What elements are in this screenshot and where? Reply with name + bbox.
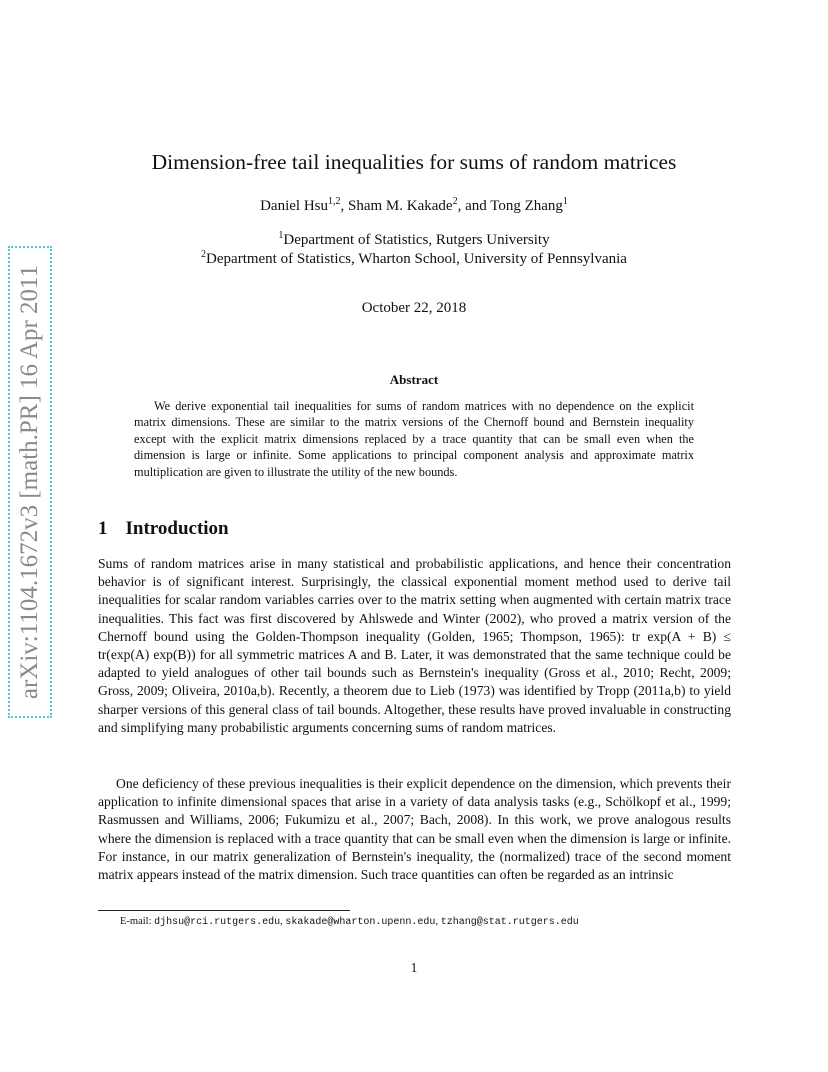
author-list [0,198,828,215]
section-heading [98,518,229,540]
page-number: 1 [410,960,418,975]
author-affiliation-mark: 1 [562,196,568,207]
footnote-label: E-mail: [120,916,155,927]
email-link[interactable]: tzhang@stat.rutgers.edu [440,917,579,928]
author-affiliation-mark: 2 [452,196,458,207]
affiliation [0,251,828,268]
footnote-separator: , [435,916,441,927]
paper-date: October 22, 2018 [361,300,467,316]
section-title: Introduction [125,518,229,539]
email-link[interactable]: skakade@wharton.upenn.edu [285,917,436,928]
affiliation-mark: 2 [201,249,207,260]
arxiv-identifier: arXiv:1104.1672v3 [math.PR] 16 Apr 2011 [16,264,44,700]
email-link[interactable]: djhsu@rci.rutgers.edu [154,917,281,928]
affiliation-text: Department of Statistics, Rutgers University [283,232,550,248]
author-separator: , [340,198,348,214]
affiliation-text: Department of Statistics, Wharton School, University of Pennsylvania [206,251,627,267]
abstract-body: We derive exponential tail inequalities for sums of random matrices with no dependence on the explicit matrix dimensions. These are similar to the matrix versions of the Chernoff bound and Bernstein inequality except with the explicit matrix dimensions replaced by a trace quantity that can be small even when the dimension is large or infinite. Some applications to principal component analysis and approximate matrix multiplication are given to illustrate the utility of the new bounds. [134,399,694,479]
body-paragraph: Sums of random matrices arise in many statistical and probabilistic applications, and hence their concentration behavior is of significant interest. Surprisingly, the classical exponential moment method used to derive tail inequalities for scalar random variables carries over to the matrix setting when augmented with certain matrix trace inequalities. This fact was first discovered by Ahlswede and Winter (2002), who proved a matrix version of the Chernoff bound using the Golden-Thompson inequality (Golden, 1965; Thompson, 1965): tr exp(A + B) ≤ tr(exp(A) exp(B)) for all symmetric matrices A and B. Later, it was demonstrated that the same technique could be adapted to yield analogues of other tail bounds such as Bernstein's inequality (Gross et al., 2010; Recht, 2009; Gross, 2009; Oliveira, 2010a,b). Recently, a theorem due to Lieb (1973) was identified by Tropp (2011a,b) to yield sharper versions of this general class of tail bounds. Altogether, these results have proved invaluable in constructing and simplifying many probabilistic arguments concerning sums of random matrices. [98,556,731,735]
footnote-separator: , [280,916,286,927]
affiliation [0,232,828,249]
author-separator: , and [457,198,491,214]
abstract-heading: Abstract [389,372,439,387]
author-name: Tong Zhang [490,198,563,214]
author-affiliation-mark: 1,2 [328,196,341,207]
affiliation-mark: 1 [278,230,284,241]
section-number: 1 [98,518,108,539]
author-name: Daniel Hsu [260,198,328,214]
paper-title: Dimension-free tail inequalities for sums of random matrices [151,150,677,174]
body-paragraph: One deficiency of these previous inequalities is their explicit dependence on the dimension, which prevents their application to infinite dimensional spaces that arise in a variety of data analysis tasks (e.g., Schölkopf et al., 1999; Rasmussen and Williams, 2006; Fukumizu et al., 2007; Bach, 2008). In this work, we prove analogous results where the dimension is replaced with a trace quantity that can be small even when the dimension is large or infinite. For instance, in our matrix generalization of Bernstein's inequality, the (normalized) trace of the second moment matrix appears instead of the matrix dimension. Such trace quantities can often be regarded as an intrinsic [98,776,731,883]
footnote [120,916,579,928]
author-name: Sham M. Kakade [348,198,453,214]
footnote-divider [98,910,350,911]
